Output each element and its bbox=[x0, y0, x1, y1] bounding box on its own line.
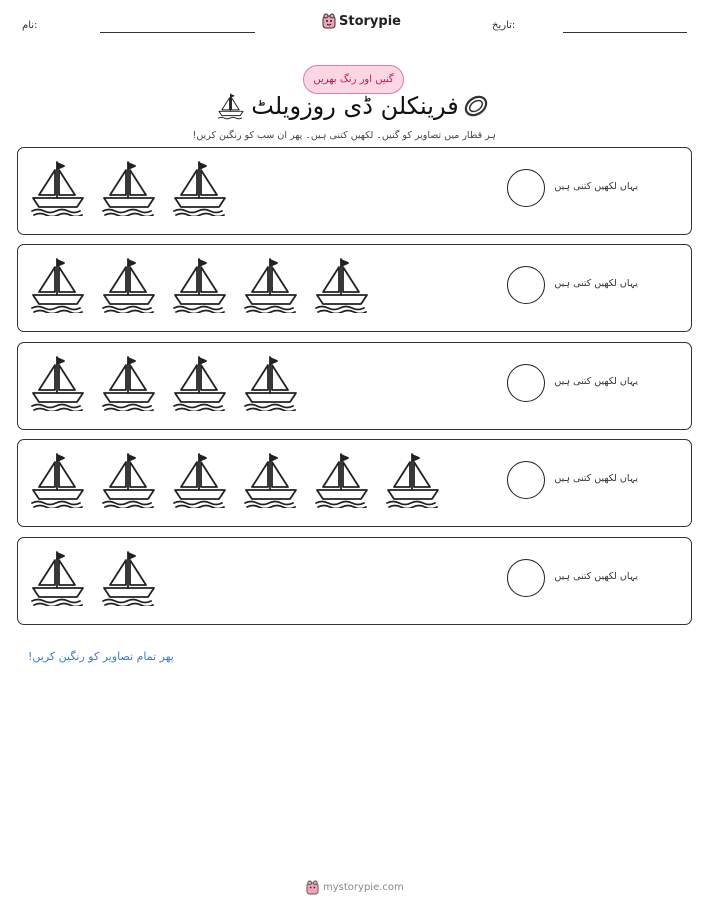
sailboat-icon bbox=[216, 92, 246, 120]
count-label: یہاں لکھیں کتنی ہیں bbox=[554, 571, 638, 582]
date-line[interactable] bbox=[563, 32, 687, 33]
sailboat-icon bbox=[101, 255, 157, 313]
sailboat-icon bbox=[172, 255, 228, 313]
sailboat-icon bbox=[101, 548, 157, 606]
count-answer-circle[interactable] bbox=[507, 461, 545, 499]
sailboat-icon bbox=[30, 548, 86, 606]
sailboat-icon bbox=[172, 450, 228, 508]
sailboat-icon bbox=[314, 450, 370, 508]
footer-note: پھر تمام تصاویر کو رنگین کریں! bbox=[28, 650, 174, 663]
sailboat-icon bbox=[172, 353, 228, 411]
sailboat-icon bbox=[30, 158, 86, 216]
storypie-mascot-icon bbox=[322, 13, 336, 29]
instruction-text: ہر قطار میں تصاویر کو گنیں۔ لکھیں کتنی ہیں۔ پھر ان سب کو رنگین کریں! bbox=[192, 130, 496, 141]
count-row bbox=[17, 147, 692, 235]
sailboat-icon bbox=[243, 450, 299, 508]
sailboat-icon bbox=[101, 158, 157, 216]
count-row bbox=[17, 439, 692, 527]
sailboat-icon bbox=[30, 255, 86, 313]
brand-logo bbox=[322, 13, 401, 29]
sailboat-icon bbox=[101, 450, 157, 508]
count-label: یہاں لکھیں کتنی ہیں bbox=[554, 181, 638, 192]
count-label: یہاں لکھیں کتنی ہیں bbox=[554, 376, 638, 387]
date-label: تاریخ: bbox=[492, 20, 516, 31]
ring-icon bbox=[462, 92, 490, 120]
sailboat-icon bbox=[101, 353, 157, 411]
sailboat-icon bbox=[172, 158, 228, 216]
page-title: فرینکلن ڈی روزویلٹ bbox=[251, 92, 459, 120]
sailboat-icon bbox=[30, 450, 86, 508]
count-answer-circle[interactable] bbox=[507, 559, 545, 597]
activity-badge: گنیں اور رنگ بھریں bbox=[303, 65, 404, 94]
storypie-mascot-icon bbox=[306, 880, 319, 895]
count-row bbox=[17, 244, 692, 332]
count-label: یہاں لکھیں کتنی ہیں bbox=[554, 473, 638, 484]
brand-name: Storypie bbox=[339, 13, 401, 29]
count-label: یہاں لکھیں کتنی ہیں bbox=[554, 278, 638, 289]
count-row bbox=[17, 537, 692, 625]
count-answer-circle[interactable] bbox=[507, 169, 545, 207]
name-label: نام: bbox=[22, 20, 38, 31]
sailboat-icon bbox=[243, 255, 299, 313]
site-footer bbox=[306, 880, 404, 895]
site-url: mystorypie.com bbox=[323, 882, 404, 893]
sailboat-icon bbox=[385, 450, 441, 508]
sailboat-icon bbox=[30, 353, 86, 411]
count-answer-circle[interactable] bbox=[507, 364, 545, 402]
count-answer-circle[interactable] bbox=[507, 266, 545, 304]
sailboat-icon bbox=[243, 353, 299, 411]
count-row bbox=[17, 342, 692, 430]
sailboat-icon bbox=[314, 255, 370, 313]
name-line[interactable] bbox=[100, 32, 255, 33]
